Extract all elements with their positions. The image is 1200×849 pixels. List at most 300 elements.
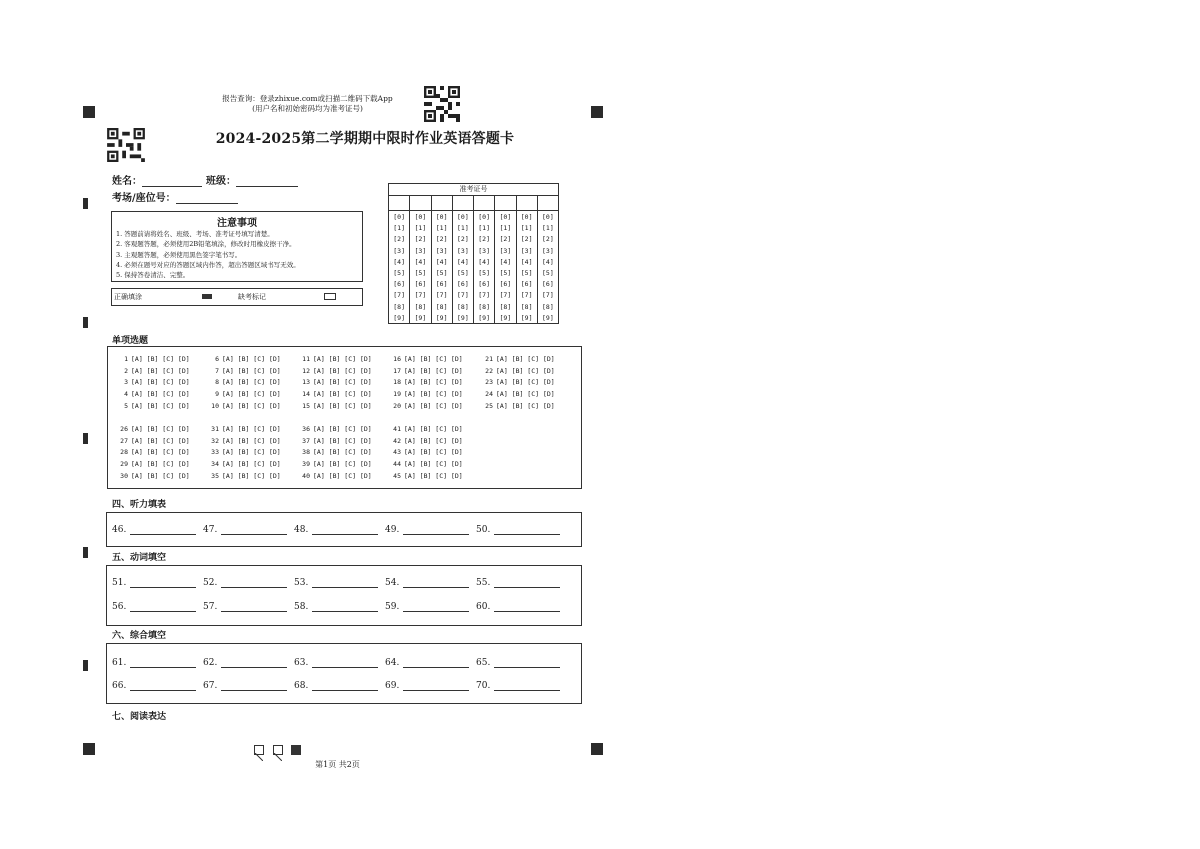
answer-options[interactable]: [A] [B] [C] [D]	[131, 460, 190, 469]
digit-bubble[interactable]: [8]	[542, 302, 554, 311]
answer-blank[interactable]	[312, 525, 378, 535]
answer-options[interactable]: [A] [B] [C] [D]	[222, 401, 281, 410]
absent-mark-box[interactable]	[324, 293, 336, 300]
digit-bubble[interactable]: [3]	[499, 246, 512, 255]
answer-options[interactable]: [A] [B] [C] [D]	[222, 448, 281, 457]
mc-question-row	[391, 471, 463, 483]
digit-bubble[interactable]: [2]	[393, 235, 405, 244]
answer-options[interactable]: [A] [B] [C] [D]	[313, 471, 372, 480]
blank-number: 58.	[294, 602, 309, 612]
digit-bubble[interactable]: [4]	[542, 257, 554, 266]
digit-bubble[interactable]: [8]	[414, 302, 427, 311]
answer-blank[interactable]	[312, 658, 378, 668]
answer-blank[interactable]	[494, 525, 560, 535]
digit-bubble[interactable]: [0]	[499, 213, 512, 221]
answer-options[interactable]: [A] [B] [C] [D]	[313, 460, 372, 469]
digit-cell[interactable]	[389, 196, 410, 210]
digit-bubble[interactable]: [7]	[520, 291, 533, 300]
answer-options[interactable]: [A] [B] [C] [D]	[404, 401, 463, 410]
page-title: 2024-2025第二学期期中限时作业英语答题卡	[215, 131, 515, 147]
answer-options[interactable]: [A] [B] [C] [D]	[404, 355, 463, 363]
mc-question-row	[118, 459, 190, 471]
fill-legend	[111, 288, 363, 306]
digit-bubble[interactable]: [0]	[457, 213, 469, 221]
answer-options[interactable]: [A] [B] [C] [D]	[131, 390, 190, 399]
digit-bubble[interactable]: [9]	[414, 313, 427, 322]
absent-mark-label: 缺考标记	[238, 293, 266, 301]
answer-options[interactable]: [A] [B] [C] [D]	[222, 425, 281, 433]
blank-number: 66.	[112, 681, 127, 691]
answer-options[interactable]: [A] [B] [C] [D]	[131, 355, 190, 363]
blank-item	[476, 681, 560, 691]
digit-bubble[interactable]: [5]	[542, 269, 554, 278]
digit-cell[interactable]	[410, 196, 431, 210]
answer-options[interactable]: [A] [B] [C] [D]	[496, 401, 555, 410]
digit-bubble[interactable]: [9]	[393, 313, 405, 322]
digit-bubble[interactable]: [9]	[499, 313, 512, 322]
blank-item	[112, 602, 196, 612]
digit-bubble[interactable]: [1]	[457, 224, 469, 233]
answer-options[interactable]: [A] [B] [C] [D]	[404, 471, 463, 480]
question-number: 30	[120, 471, 128, 480]
question-number: 42	[393, 436, 401, 445]
blank-number: 48.	[294, 525, 309, 535]
mc-question-row	[209, 377, 281, 389]
digit-bubble[interactable]: [3]	[435, 246, 448, 255]
blank-item	[203, 525, 287, 535]
answer-blank[interactable]	[130, 681, 196, 691]
blank-item	[294, 681, 378, 691]
blank-item	[476, 602, 560, 612]
mc-question-row	[118, 471, 190, 483]
blank-item	[112, 681, 196, 691]
answer-blank[interactable]	[403, 525, 469, 535]
answer-options[interactable]: [A] [B] [C] [D]	[496, 390, 555, 399]
digit-bubble[interactable]: [2]	[435, 235, 448, 244]
answer-options[interactable]: [A] [B] [C] [D]	[496, 366, 555, 375]
question-number: 13	[302, 378, 310, 387]
question-number: 18	[393, 378, 401, 387]
answer-options[interactable]: [A] [B] [C] [D]	[131, 425, 190, 433]
blank-item	[385, 602, 469, 612]
digit-bubble[interactable]: [4]	[520, 257, 533, 266]
mc-question-group	[209, 354, 281, 413]
answer-options[interactable]: [A] [B] [C] [D]	[496, 355, 555, 363]
digit-bubble[interactable]: [0]	[542, 213, 554, 221]
digit-bubble[interactable]: [5]	[393, 269, 405, 278]
blank-item	[385, 681, 469, 691]
listening-section-title: 四、听力填表	[112, 500, 167, 510]
question-number: 6	[215, 355, 219, 363]
mc-question-row	[118, 389, 190, 401]
name-blank[interactable]	[142, 176, 202, 187]
digit-cell[interactable]	[474, 196, 495, 210]
name-label: 姓名：	[112, 176, 142, 187]
question-number: 23	[485, 378, 493, 387]
digit-bubble[interactable]: [9]	[478, 313, 490, 322]
answer-options[interactable]: [A] [B] [C] [D]	[131, 471, 190, 480]
digit-bubble[interactable]: [2]	[542, 235, 554, 244]
digit-bubble[interactable]: [0]	[478, 213, 490, 221]
question-number: 8	[215, 378, 219, 387]
answer-options[interactable]: [A] [B] [C] [D]	[222, 390, 281, 399]
notice-item: 5. 保持答卷清洁、完整。	[116, 271, 190, 280]
digit-bubble[interactable]: [8]	[457, 302, 469, 311]
blank-item	[294, 658, 378, 668]
question-number: 16	[393, 355, 401, 363]
answer-options[interactable]: [A] [B] [C] [D]	[313, 390, 372, 399]
question-number: 2	[124, 366, 128, 375]
mc-question-row	[300, 459, 372, 471]
answer-options[interactable]: [A] [B] [C] [D]	[404, 460, 463, 469]
mc-question-row	[209, 401, 281, 413]
question-number: 7	[215, 366, 219, 375]
answer-options[interactable]: [A] [B] [C] [D]	[313, 425, 372, 433]
blank-number: 64.	[385, 658, 400, 668]
digit-bubble[interactable]: [9]	[542, 313, 554, 322]
mc-question-row	[300, 471, 372, 483]
digit-bubble[interactable]: [7]	[542, 291, 554, 300]
digit-bubble[interactable]: [3]	[457, 246, 469, 255]
digit-bubble[interactable]: [2]	[499, 235, 512, 244]
digit-bubble[interactable]: [3]	[542, 246, 554, 255]
digit-column	[495, 211, 516, 324]
answer-options[interactable]: [A] [B] [C] [D]	[313, 355, 372, 363]
mc-question-row	[118, 354, 190, 366]
blank-number: 70.	[476, 681, 491, 691]
answer-options[interactable]: [A] [B] [C] [D]	[404, 378, 463, 387]
digit-bubble[interactable]: [6]	[435, 280, 448, 289]
digit-bubble[interactable]: [3]	[414, 246, 427, 255]
timing-mark	[83, 317, 88, 328]
answer-blank[interactable]	[312, 602, 378, 612]
answer-options[interactable]: [A] [B] [C] [D]	[222, 355, 281, 363]
digit-bubble[interactable]: [1]	[414, 224, 427, 233]
answer-options[interactable]: [A] [B] [C] [D]	[496, 378, 555, 387]
answer-options[interactable]: [A] [B] [C] [D]	[131, 401, 190, 410]
answer-blank[interactable]	[312, 681, 378, 691]
blank-item	[294, 525, 378, 535]
digit-bubble[interactable]: [6]	[414, 280, 427, 289]
class-field[interactable]	[206, 172, 298, 187]
digit-column	[432, 211, 453, 324]
answer-blank[interactable]	[494, 681, 560, 691]
answer-blank[interactable]	[221, 658, 287, 668]
seat-label: 考场/座位号：	[112, 193, 176, 204]
digit-bubble[interactable]: [5]	[499, 269, 512, 278]
mc-question-row	[209, 471, 281, 483]
question-number: 39	[302, 460, 310, 469]
answer-blank[interactable]	[494, 578, 560, 588]
answer-blank[interactable]	[221, 578, 287, 588]
answer-blank[interactable]	[403, 681, 469, 691]
answer-options[interactable]: [A] [B] [C] [D]	[404, 390, 463, 399]
mc-question-row	[300, 354, 372, 366]
notice-box	[111, 211, 363, 282]
digit-bubble[interactable]: [4]	[478, 257, 490, 266]
answer-blank[interactable]	[403, 658, 469, 668]
digit-columns	[389, 211, 558, 324]
answer-blank[interactable]	[130, 578, 196, 588]
question-number: 33	[211, 448, 219, 457]
digit-bubble[interactable]: [9]	[457, 313, 469, 322]
notice-item: 2. 客观题答题，必须使用2B铅笔填涂，修改时用橡皮擦干净。	[116, 240, 296, 249]
admission-number-cells[interactable]	[389, 196, 558, 211]
mc-question-row	[391, 447, 463, 459]
answer-options[interactable]: [A] [B] [C] [D]	[313, 401, 372, 410]
digit-bubble[interactable]: [7]	[393, 291, 405, 300]
blank-item	[112, 658, 196, 668]
question-number: 45	[393, 471, 401, 480]
digit-bubble[interactable]: [1]	[499, 224, 512, 233]
answer-options[interactable]: [A] [B] [C] [D]	[222, 378, 281, 387]
digit-cell[interactable]	[453, 196, 474, 210]
digit-column	[538, 211, 558, 324]
answer-blank[interactable]	[221, 525, 287, 535]
mc-question-group	[118, 354, 190, 413]
question-number: 35	[211, 471, 219, 480]
question-number: 24	[485, 390, 493, 399]
mc-question-row	[118, 447, 190, 459]
digit-bubble[interactable]: [6]	[542, 280, 554, 289]
question-number: 1	[124, 355, 128, 363]
digit-bubble[interactable]: [7]	[478, 291, 490, 300]
mc-question-group	[209, 424, 281, 483]
notice-item: 1. 答题前请将姓名、班级、考场、准考证号填写清楚。	[116, 230, 274, 238]
blank-number: 53.	[294, 578, 309, 588]
cloze-answer-box	[106, 643, 582, 704]
answer-options[interactable]: [A] [B] [C] [D]	[404, 425, 463, 433]
digit-bubble[interactable]: [1]	[435, 224, 448, 233]
digit-bubble[interactable]: [1]	[542, 224, 554, 233]
digit-bubble[interactable]: [7]	[435, 291, 448, 300]
question-number: 3	[124, 378, 128, 387]
class-blank[interactable]	[236, 176, 298, 187]
answer-options[interactable]: [A] [B] [C] [D]	[313, 378, 372, 387]
mc-question-row	[209, 424, 281, 436]
digit-bubble[interactable]: [9]	[435, 313, 448, 322]
mc-question-group	[118, 424, 190, 483]
digit-bubble[interactable]: [0]	[435, 213, 448, 221]
question-number: 11	[302, 355, 310, 363]
answer-options[interactable]: [A] [B] [C] [D]	[222, 460, 281, 469]
digit-bubble[interactable]: [7]	[499, 291, 512, 300]
mc-question-row	[391, 354, 463, 366]
mc-question-row	[118, 401, 190, 413]
blank-item	[294, 602, 378, 612]
question-number: 37	[302, 436, 310, 445]
name-field[interactable]	[112, 172, 202, 187]
mc-question-row	[391, 389, 463, 401]
answer-options[interactable]: [A] [B] [C] [D]	[131, 378, 190, 387]
qr-code-left[interactable]	[106, 128, 146, 162]
mc-question-row	[118, 424, 190, 436]
seat-blank[interactable]	[176, 193, 238, 204]
digit-cell[interactable]	[538, 196, 558, 210]
digit-bubble[interactable]: [6]	[457, 280, 469, 289]
mc-question-row	[209, 389, 281, 401]
blank-number: 62.	[203, 658, 218, 668]
mc-question-row	[300, 424, 372, 436]
qr-code-top[interactable]	[424, 86, 460, 122]
answer-blank[interactable]	[403, 578, 469, 588]
blank-item	[112, 578, 196, 588]
digit-bubble[interactable]: [8]	[478, 302, 490, 311]
answer-blank[interactable]	[312, 578, 378, 588]
digit-cell[interactable]	[495, 196, 516, 210]
digit-bubble[interactable]: [2]	[414, 235, 427, 244]
digit-bubble[interactable]: [8]	[435, 302, 448, 311]
answer-blank[interactable]	[130, 525, 196, 535]
reading-section-title: 七、阅读表达	[112, 712, 167, 722]
blank-number: 50.	[476, 525, 491, 535]
mc-question-row	[391, 401, 463, 413]
seat-field[interactable]	[112, 189, 238, 204]
answer-options[interactable]: [A] [B] [C] [D]	[404, 366, 463, 375]
answer-options[interactable]: [A] [B] [C] [D]	[313, 448, 372, 457]
digit-bubble[interactable]: [7]	[414, 291, 427, 300]
notice-title: 注意事项	[217, 218, 257, 229]
mc-question-row	[118, 366, 190, 378]
question-number: 31	[211, 425, 219, 433]
answer-blank[interactable]	[221, 681, 287, 691]
digit-bubble[interactable]: [5]	[414, 269, 427, 278]
digit-cell[interactable]	[432, 196, 453, 210]
class-label: 班级：	[206, 176, 236, 187]
blank-number: 46.	[112, 525, 127, 535]
answer-options[interactable]: [A] [B] [C] [D]	[313, 436, 372, 445]
digit-bubble[interactable]: [3]	[478, 246, 490, 255]
question-number: 12	[302, 366, 310, 375]
mc-question-row	[300, 436, 372, 448]
answer-options[interactable]: [A] [B] [C] [D]	[222, 436, 281, 445]
digit-bubble[interactable]: [4]	[435, 257, 448, 266]
blank-item	[203, 681, 287, 691]
mc-question-row	[300, 401, 372, 413]
answer-options[interactable]: [A] [B] [C] [D]	[313, 366, 372, 375]
verb-section-title: 五、动词填空	[112, 553, 167, 563]
digit-bubble[interactable]: [0]	[414, 213, 427, 221]
digit-bubble[interactable]: [4]	[393, 257, 405, 266]
question-number: 32	[211, 436, 219, 445]
answer-options[interactable]: [A] [B] [C] [D]	[131, 436, 190, 445]
question-number: 29	[120, 460, 128, 469]
digit-bubble[interactable]: [3]	[393, 246, 405, 255]
blank-item	[385, 578, 469, 588]
mc-question-row	[209, 366, 281, 378]
digit-bubble[interactable]: [1]	[520, 224, 533, 233]
question-number: 28	[120, 448, 128, 457]
question-number: 15	[302, 401, 310, 410]
page-marker-filled	[291, 745, 301, 755]
digit-bubble[interactable]: [0]	[520, 213, 533, 221]
blank-item	[385, 658, 469, 668]
admission-number-title: 准考证号	[389, 184, 558, 196]
digit-bubble[interactable]: [1]	[393, 224, 405, 233]
registration-mark-top-left	[83, 106, 95, 118]
digit-bubble[interactable]: [1]	[478, 224, 490, 233]
digit-bubble[interactable]: [5]	[520, 269, 533, 278]
digit-bubble[interactable]: [0]	[393, 213, 405, 221]
answer-options[interactable]: [A] [B] [C] [D]	[222, 366, 281, 375]
answer-options[interactable]: [A] [B] [C] [D]	[222, 471, 281, 480]
digit-bubble[interactable]: [2]	[457, 235, 469, 244]
blank-item	[385, 525, 469, 535]
correct-fill-sample	[202, 294, 212, 299]
blank-number: 65.	[476, 658, 491, 668]
notice-item: 3. 主观题答题，必须使用黑色签字笔书写。	[116, 250, 242, 259]
blank-number: 61.	[112, 658, 127, 668]
listening-answer-box	[106, 512, 582, 547]
mc-question-row	[300, 377, 372, 389]
question-number: 10	[211, 401, 219, 410]
mc-question-group	[391, 354, 463, 413]
blank-item	[294, 578, 378, 588]
answer-options[interactable]: [A] [B] [C] [D]	[131, 448, 190, 457]
answer-options[interactable]: [A] [B] [C] [D]	[404, 436, 463, 445]
digit-bubble[interactable]: [9]	[520, 313, 533, 322]
digit-bubble[interactable]: [5]	[478, 269, 490, 278]
question-number: 43	[393, 448, 401, 457]
digit-column	[410, 211, 431, 324]
cloze-section-title: 六、综合填空	[112, 631, 167, 641]
answer-options[interactable]: [A] [B] [C] [D]	[131, 366, 190, 375]
blank-number: 68.	[294, 681, 309, 691]
answer-blank[interactable]	[130, 602, 196, 612]
digit-bubble[interactable]: [8]	[520, 302, 533, 311]
question-number: 4	[124, 390, 128, 399]
digit-bubble[interactable]: [4]	[414, 257, 427, 266]
registration-mark-top-right	[591, 106, 603, 118]
digit-bubble[interactable]: [5]	[435, 269, 448, 278]
digit-bubble[interactable]: [6]	[393, 280, 405, 289]
digit-bubble[interactable]: [2]	[478, 235, 490, 244]
mc-question-group	[391, 424, 463, 483]
digit-bubble[interactable]: [7]	[457, 291, 469, 300]
digit-bubble[interactable]: [3]	[520, 246, 533, 255]
mc-question-row	[209, 354, 281, 366]
blank-number: 60.	[476, 602, 491, 612]
digit-bubble[interactable]: [4]	[457, 257, 469, 266]
mc-question-group	[300, 354, 372, 413]
digit-bubble[interactable]: [5]	[457, 269, 469, 278]
blank-item	[203, 658, 287, 668]
registration-mark-bottom-right	[591, 743, 603, 755]
digit-bubble[interactable]: [6]	[520, 280, 533, 289]
digit-bubble[interactable]: [2]	[520, 235, 533, 244]
digit-bubble[interactable]: [8]	[393, 302, 405, 311]
blank-item	[112, 525, 196, 535]
answer-options[interactable]: [A] [B] [C] [D]	[404, 448, 463, 457]
answer-blank[interactable]	[494, 658, 560, 668]
digit-cell[interactable]	[517, 196, 538, 210]
answer-blank[interactable]	[221, 602, 287, 612]
answer-blank[interactable]	[494, 602, 560, 612]
mc-question-row	[483, 389, 555, 401]
blank-number: 51.	[112, 578, 127, 588]
digit-bubble[interactable]: [8]	[499, 302, 512, 311]
mc-question-row	[391, 436, 463, 448]
digit-bubble[interactable]: [6]	[499, 280, 512, 289]
blank-item	[203, 602, 287, 612]
answer-blank[interactable]	[130, 658, 196, 668]
question-number: 19	[393, 390, 401, 399]
timing-mark	[83, 198, 88, 209]
digit-bubble[interactable]: [4]	[499, 257, 512, 266]
answer-blank[interactable]	[403, 602, 469, 612]
digit-bubble[interactable]: [6]	[478, 280, 490, 289]
blank-number: 67.	[203, 681, 218, 691]
